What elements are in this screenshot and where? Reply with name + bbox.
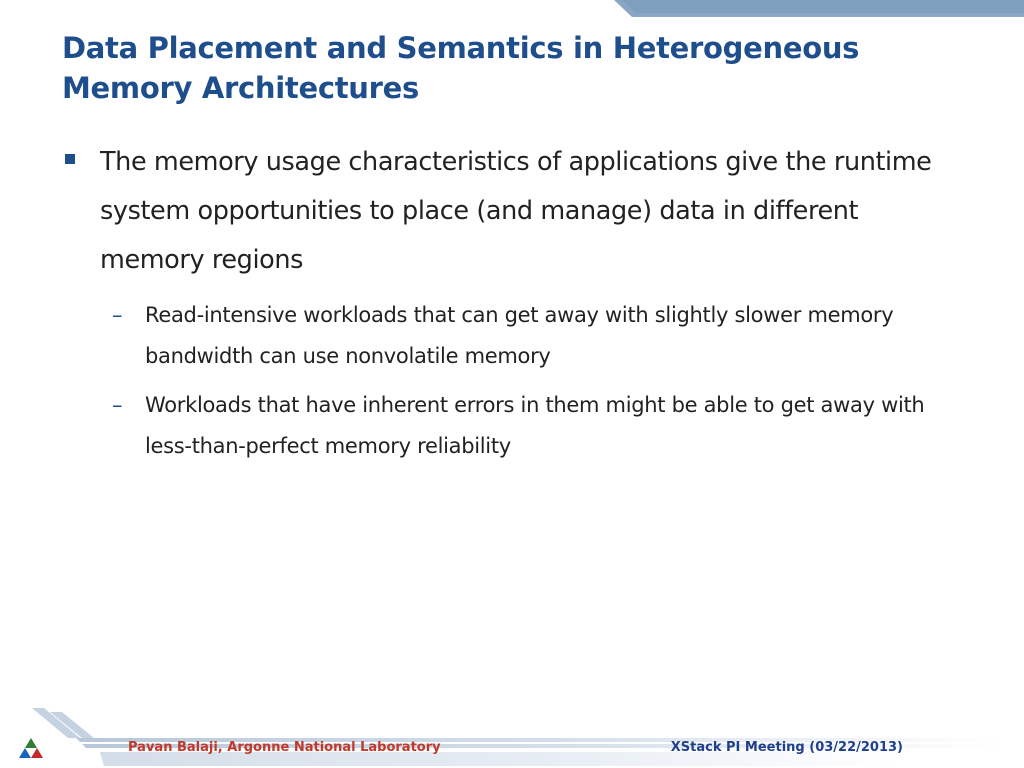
bullet-text: The memory usage characteristics of applications give the runtime system opportunities to place (and manage) data in different memory regions	[100, 147, 932, 275]
footer-stripes	[0, 708, 1024, 768]
sub-bullet-item	[62, 385, 962, 467]
sub-bullet-item	[62, 295, 962, 377]
dash-bullet-icon: –	[112, 393, 123, 417]
argonne-logo-icon	[18, 736, 44, 760]
sub-bullet-text: Workloads that have inherent errors in them might be able to get away with less-than-perfect memory reliability	[145, 393, 925, 458]
slide-title: Data Placement and Semantics in Heterogeneous Memory Architectures	[62, 31, 860, 105]
slide-content	[62, 138, 962, 467]
footer-meeting: XStack PI Meeting (03/22/2013)	[670, 740, 903, 755]
footer-presenter: Pavan Balaji, Argonne National Laboratory	[128, 740, 441, 755]
top-accent-band	[614, 0, 1024, 17]
dash-bullet-icon: –	[112, 303, 123, 327]
bullet-item	[62, 138, 962, 285]
square-bullet-icon	[65, 154, 75, 164]
sub-bullet-text: Read-intensive workloads that can get away with slightly slower memory bandwidth can use nonvolatile memory	[145, 303, 894, 368]
